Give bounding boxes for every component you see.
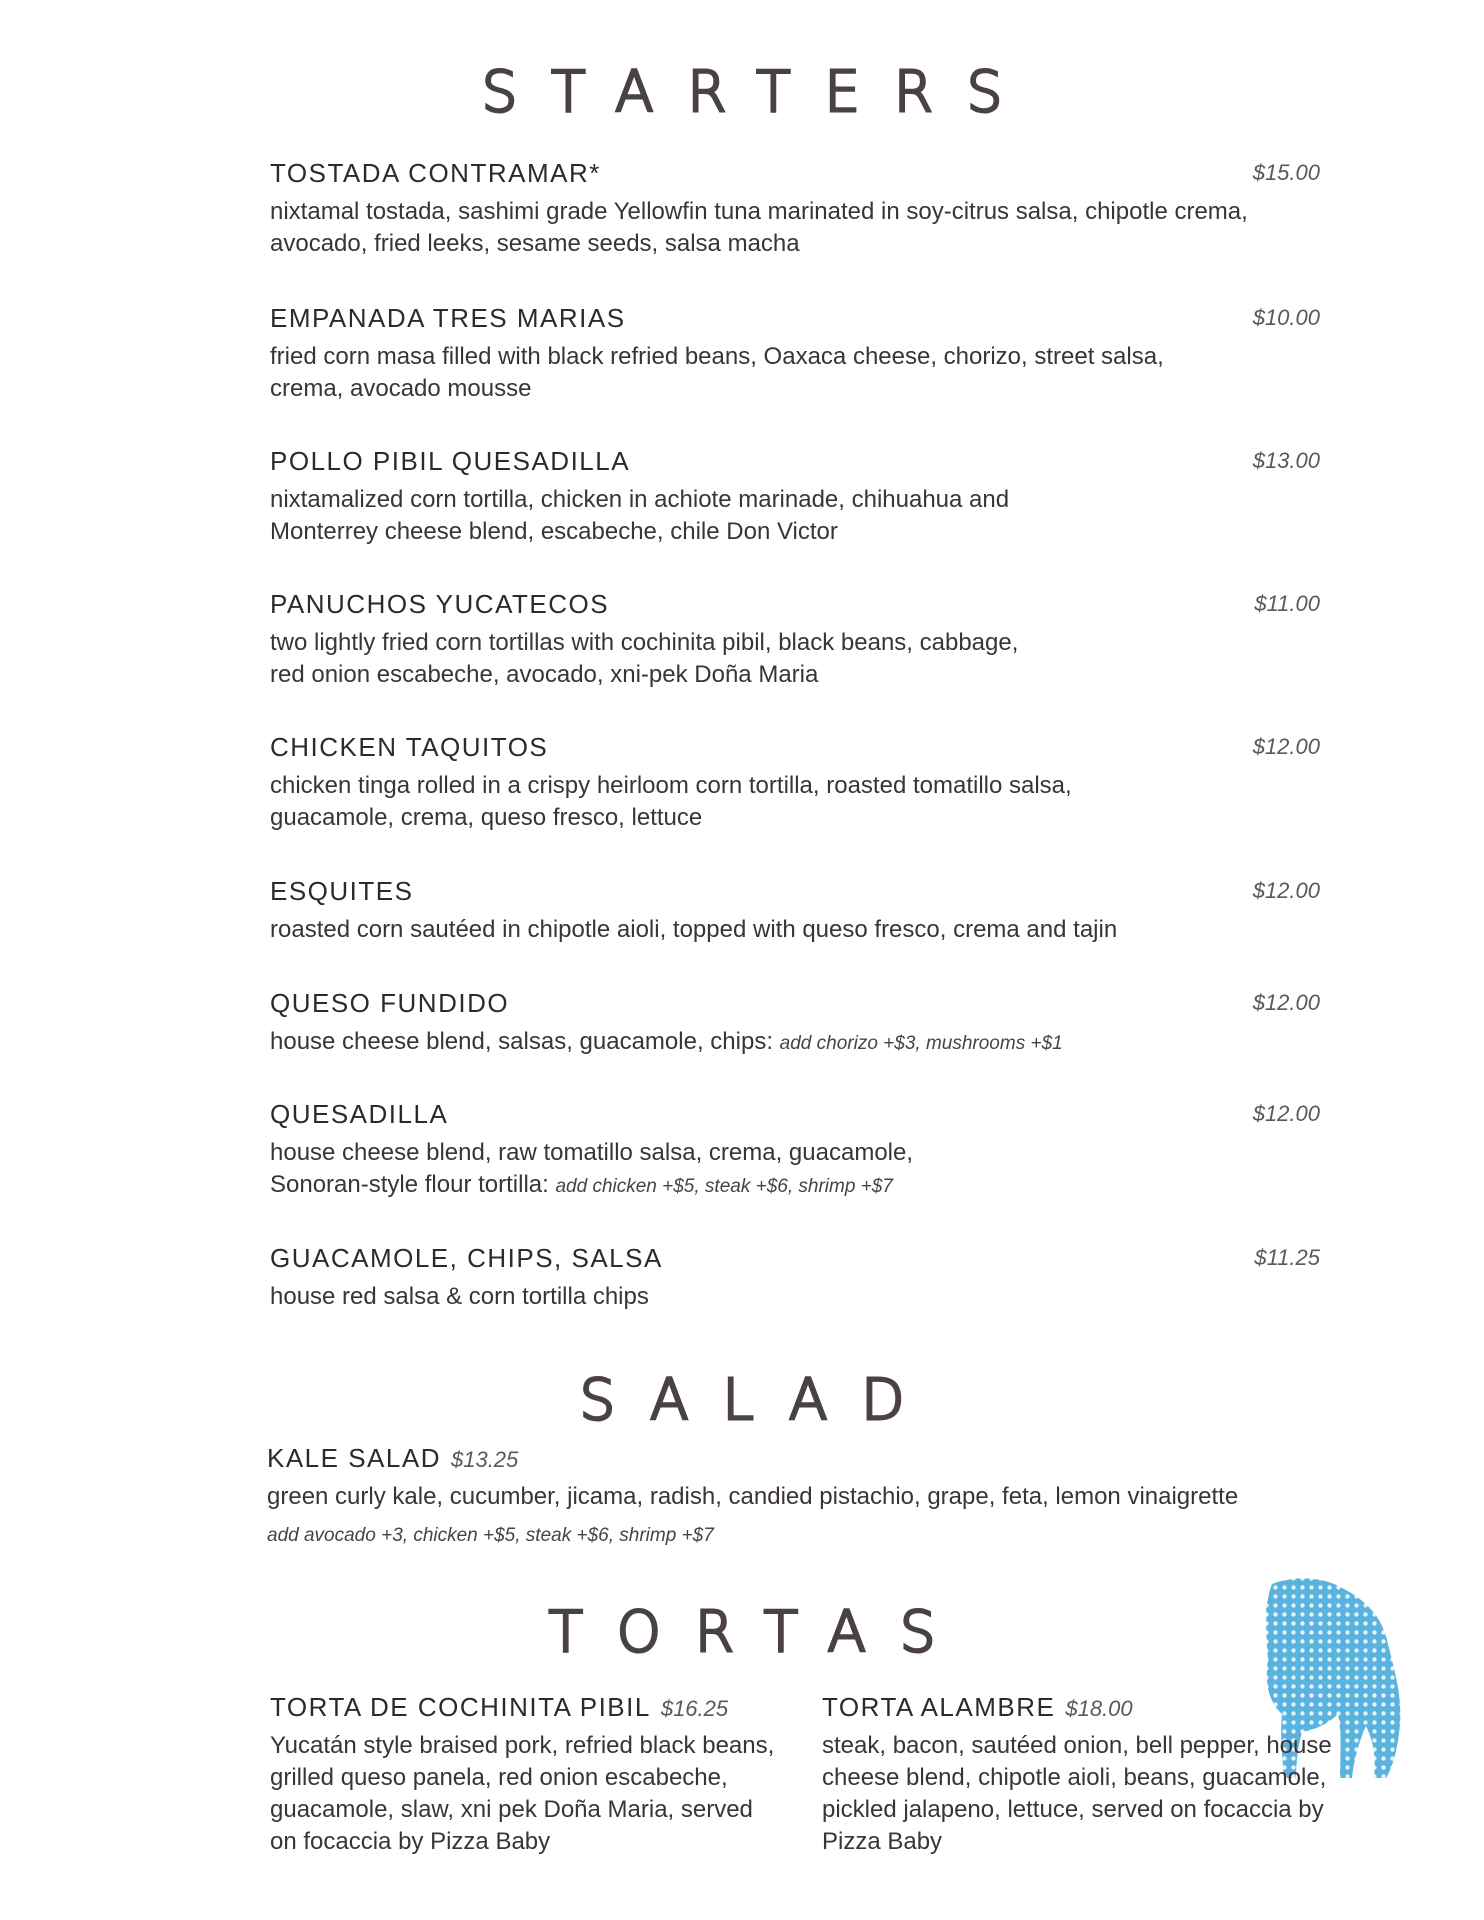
menu-item (270, 303, 1320, 405)
item-name: CHICKEN TAQUITOS (270, 732, 549, 762)
item-price: $12.00 (1252, 734, 1320, 759)
item-price: $10.00 (1252, 305, 1320, 330)
desc-line: steak, bacon, sautéed onion, bell pepper, house (822, 1732, 1332, 1759)
menu-item (270, 876, 1320, 946)
section-title-salad: SALAD (579, 1368, 939, 1433)
item-price: $13.25 (450, 1447, 519, 1472)
menu-item (270, 988, 1320, 1060)
item-name: TORTA ALAMBRE (822, 1692, 1056, 1722)
item-name: EMPANADA TRES MARIAS (270, 303, 626, 333)
item-name: ESQUITES (270, 876, 414, 906)
menu-item (270, 446, 1320, 548)
item-name: TORTA DE COCHINITA PIBIL (270, 1692, 651, 1722)
desc-line: Yucatán style braised pork, refried black beans, (270, 1732, 775, 1759)
item-description: nixtamal tostada, sashimi grade Yellowfin tuna marinated in soy-citrus salsa, chipotle crema, avocado, fried leeks, sesame seeds, salsa macha (270, 198, 1248, 257)
desc-line: house cheese blend, raw tomatillo salsa, crema, guacamole, (270, 1139, 914, 1166)
desc-line: on focaccia by Pizza Baby (270, 1828, 551, 1855)
item-name: KALE SALAD (267, 1443, 441, 1473)
desc-line (270, 1169, 1320, 1203)
section-title-starters: STARTERS (481, 60, 1037, 125)
menu-item (270, 732, 1320, 834)
desc-line: red onion escabeche, avocado, xni-pek Doña Maria (270, 661, 819, 688)
item-addon: add chicken +$5, steak +$6, shrimp +$7 (555, 1176, 893, 1197)
item-description: roasted corn sautéed in chipotle aioli, topped with queso fresco, crema and tajin (270, 916, 1118, 943)
desc-line: fried corn masa filled with black refried beans, Oaxaca cheese, chorizo, street salsa, (270, 343, 1164, 370)
desc-line: guacamole, slaw, xni pek Doña Maria, served (270, 1796, 753, 1823)
item-name: TOSTADA CONTRAMAR* (270, 158, 601, 188)
menu-item (270, 1243, 1320, 1313)
menu-item (270, 1692, 790, 1858)
desc-line: guacamole, crema, queso fresco, lettuce (270, 804, 703, 831)
item-name: POLLO PIBIL QUESADILLA (270, 446, 631, 476)
desc-line: pickled jalapeno, lettuce, served on focaccia by (822, 1796, 1324, 1823)
item-price: $13.00 (1252, 448, 1320, 473)
section-title-tortas: TORTAS (548, 1600, 970, 1665)
desc-text: Sonoran-style flour tortilla: (270, 1171, 549, 1198)
item-price: $12.00 (1252, 990, 1320, 1015)
item-price: $12.00 (1252, 1101, 1320, 1126)
desc-line: Monterrey cheese blend, escabeche, chile Don Victor (270, 518, 838, 545)
desc-line: two lightly fried corn tortillas with cochinita pibil, black beans, cabbage, (270, 629, 1019, 656)
item-price: $16.25 (660, 1696, 729, 1721)
item-description (270, 627, 1320, 691)
item-description (270, 770, 1320, 834)
desc-line: nixtamalized corn tortilla, chicken in achiote marinade, chihuahua and (270, 486, 1010, 513)
item-price: $18.00 (1065, 1696, 1133, 1721)
item-addon: add chorizo +$3, mushrooms +$1 (779, 1033, 1063, 1054)
item-name: PANUCHOS YUCATECOS (270, 589, 610, 619)
item-description (270, 1730, 790, 1858)
menu-item (270, 1099, 1320, 1203)
item-description (270, 1137, 1320, 1203)
item-description (270, 484, 1320, 548)
item-name: QUESADILLA (270, 1099, 449, 1129)
item-price: $15.00 (1252, 160, 1320, 185)
item-price: $12.00 (1252, 878, 1320, 903)
desc-line: Pizza Baby (822, 1828, 943, 1855)
menu-item (270, 158, 1320, 260)
item-description (270, 341, 1320, 405)
desc-line: cheese blend, chipotle aioli, beans, guacamole, (822, 1764, 1327, 1791)
menu-item (822, 1692, 1342, 1858)
desc-text: house cheese blend, salsas, guacamole, chips: (270, 1028, 773, 1055)
desc-line: chicken tinga rolled in a crispy heirloom corn tortilla, roasted tomatillo salsa, (270, 772, 1072, 799)
item-name: QUESO FUNDIDO (270, 988, 510, 1018)
item-price: $11.00 (1254, 591, 1320, 616)
item-description (822, 1730, 1342, 1858)
menu-item (270, 589, 1320, 691)
item-description: green curly kale, cucumber, jicama, radish, candied pistachio, grape, feta, lemon vinaigrette (267, 1483, 1239, 1510)
item-price: $11.25 (1254, 1245, 1320, 1270)
item-description: house red salsa & corn tortilla chips (270, 1283, 649, 1310)
item-description (270, 1026, 1320, 1060)
item-addon: add avocado +3, chicken +$5, steak +$6, shrimp +$7 (267, 1525, 714, 1546)
desc-line: grilled queso panela, red onion escabeche, (270, 1764, 728, 1791)
desc-line: crema, avocado mousse (270, 375, 532, 402)
menu-item (267, 1443, 1327, 1547)
item-name: GUACAMOLE, CHIPS, SALSA (270, 1243, 663, 1273)
